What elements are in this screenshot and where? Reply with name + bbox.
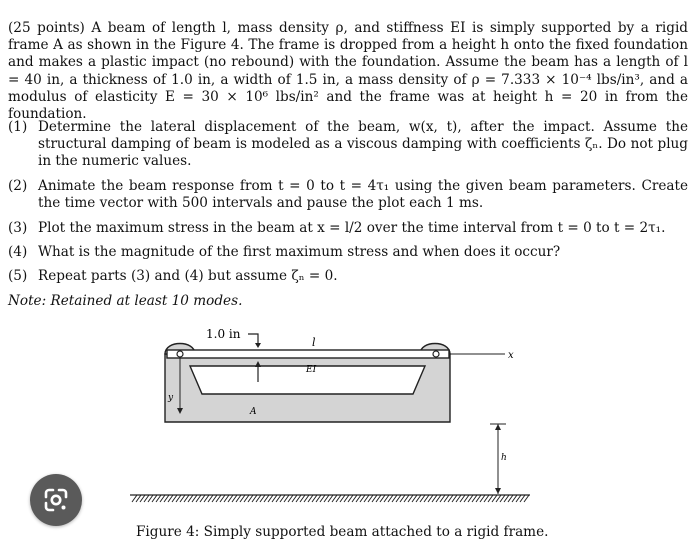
x-axis-label: x [508,350,514,361]
question-1 [8,119,688,171]
height-arrow-up-icon [495,424,501,430]
question-number: (1) [8,119,28,135]
thickness-arrowhead-icon [255,343,261,348]
question-number: (5) [8,268,28,284]
thickness-label: 1.0 in [206,327,241,341]
google-lens-button[interactable] [30,474,82,526]
question-text: Animate the beam response from t = 0 to t = 4τ₁ using the given beam parameters. Create the time vector with 500 intervals and pause the plot each 1 ms. [38,178,688,212]
question-text: Plot the maximum stress in the beam at x = l/2 over the time interval from t = 0 to t = 2τ₁. [38,220,666,236]
question-3 [8,220,688,237]
question-text: Determine the lateral displacement of the beam, w(x, t), after the impact. Assume the structural damping of beam is modeled as a viscous damping with coefficients ζₙ. Do not plug in the numeric values. [38,119,688,170]
foundation-hatch [132,495,529,502]
left-pin [177,351,183,357]
frame-label: A [250,407,257,417]
height-label: h [501,453,507,463]
right-pin [433,351,439,357]
google-lens-icon [42,486,70,514]
question-4 [8,244,688,261]
question-number: (2) [8,178,28,194]
question-text: Repeat parts (3) and (4) but assume ζₙ = 0. [38,268,338,284]
stiffness-label: EI [306,365,317,375]
y-axis-label: y [168,393,174,403]
beam [167,350,449,358]
question-number: (4) [8,244,28,260]
figure-caption: Figure 4: Simply supported beam attached to a rigid frame. [136,524,549,540]
length-label: l [312,336,316,349]
problem-statement: (25 points) A beam of length l, mass density ρ, and stiffness EI is simply supported by a rigid frame A as shown in the Figure 4. The frame is dropped from a height h onto the fixed foundation and makes a plastic impact (no rebound) with the foundation. Assume the beam has a length of l = 40 in, a thickness of 1.0 in, a width of 1.5 in, a mass density of ρ = 7.333 × 10⁻⁴ lbs/in³, and a modulus of elasticity E = 30 × 10⁶ lbs/in² and the frame was at height h = 20 in from the foundation. [8,20,688,123]
question-5 [8,268,688,285]
question-text: What is the magnitude of the first maximum stress and when does it occur? [38,244,561,260]
beam-frame-figure [120,312,560,512]
note: Note: Retained at least 10 modes. [8,293,243,309]
height-arrow-down-icon [495,488,501,494]
question-2 [8,178,688,212]
question-number: (3) [8,220,28,236]
